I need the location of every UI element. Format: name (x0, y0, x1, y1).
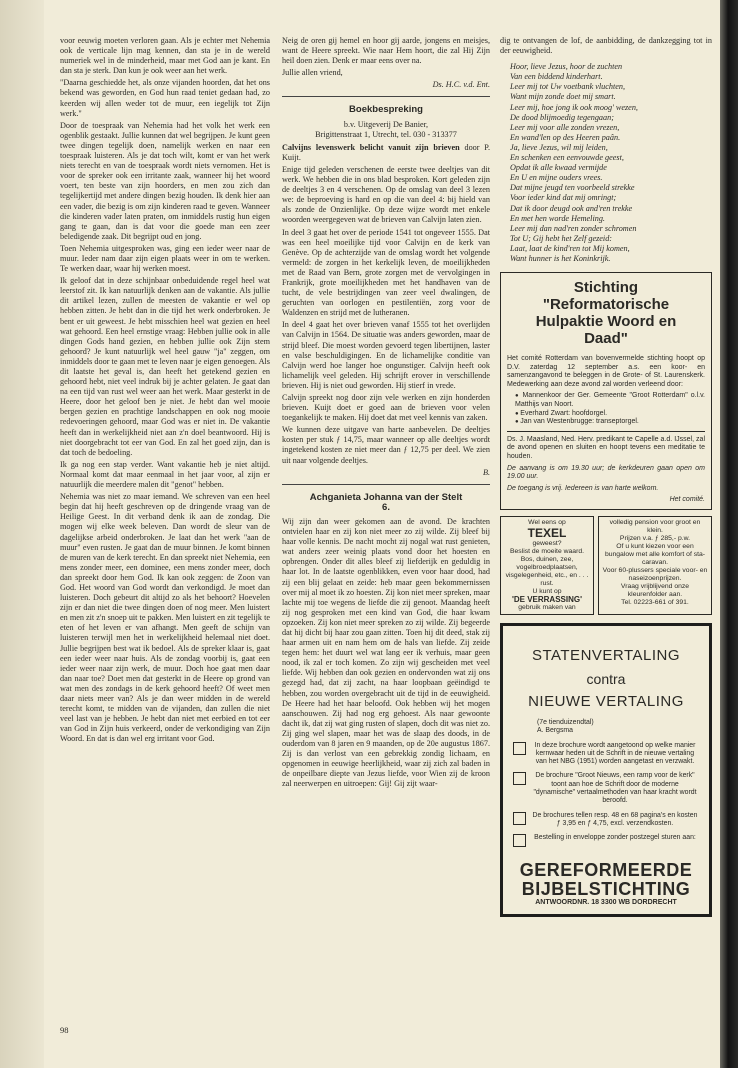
review-paragraph: In deel 3 gaat het over de periode 1541 tot ongeveer 1555. Dat was een heel moeilijke tijd voor Calvijn en de kerk van Genève. Op de achterzijde van de omslag wordt het volgende vermeld: de zorgen in het kerkelijk leven, de moeilijkheden met de Raad van Bern, grote zorgen met de vervolgingen in Frankrijk, grote moeilijkheden met het handhaven van de tucht, de vele bestrijdingen van zeer veel dwalingen, de geruchten van oorlogen en pestilentiën, zorg voor de Waldenzen en strijd met de lutheranen. (282, 227, 490, 318)
stichting-performers (507, 392, 705, 426)
poem-line: Laat, laat de kind'ren tot Mij komen, (510, 243, 630, 253)
ad-text: volledig pension voor groot en klein. (609, 518, 701, 534)
organization-name-2: BIJBELSTICHTING (521, 879, 691, 900)
column-2 (282, 36, 490, 1026)
stichting-intro: Het comité Rotterdam van bovenvermelde stichting hoopt op D.V. zaterdag 12 september a.s. een koor- en samenzangavond te beleggen in de Grote- of St. Laurenskerk. Medewerking aan deze avond zal worden verleend door: (507, 355, 705, 388)
checkbox-icon (513, 742, 526, 755)
poem-line: Leer mij tot Uw voetbank vluchten, (510, 82, 626, 92)
poem-line: Dat ik door deugd ook and'ren trekke (510, 203, 633, 213)
staten-item (513, 742, 699, 767)
obituary-part-number: 6. (382, 501, 390, 513)
poem-line: Leer mij dan nad'ren zonder schromen (510, 223, 637, 233)
checkbox-icon (513, 812, 526, 825)
ad-text: Vraag vrijblijvend onze kleurenfolder aan. (620, 582, 690, 598)
stichting-time-info: De aanvang is om 19.30 uur; de kerkdeuren gaan open om 19.00 uur. (507, 464, 705, 481)
staten-item-text: De brochures tellen resp. 48 en 68 pagina's en kosten ƒ 3,95 en ƒ 4,75, excl. verzendkosten. (532, 811, 698, 827)
stichting-title-line: Daad" (584, 330, 628, 348)
staten-item (513, 812, 699, 829)
col1-paragraph: Nehemia was niet zo maar iemand. We schreven van een heel begin dat hij heeft geschreven op de dringende vraag van de Heilige Geest. In dit verband denk ik aan de zondag. Die mogen wij elke week beleven. Dan wordt de sleur van de dagelijkse arbeid onderbroken. Je laat dan het werk "aan de muur" even rusten. Je gaat dan de muur binnen. Je komt binnen de muren van de kerk terecht. En dan spreekt niet Nehemia, een mens zonder meer, een dominee, een mens zonder meer, doch dan spreekt door hem God. Ik kan ook zeggen: de Zoon van God. Het woord van God wordt dan verkondigd. Je moet dan luisteren. Doch gebeurt dit altijd zo als het behoort? Hoevelen zijn er dan niet die twee dingen doen of nog meer. Men luistert en men zit z'n snoep uit te pakken. Men luistert en zit tegelijk te eten of het leven er van afhangt. Men geeft de schijn van luisteren terwijl men het in werkelijkheid helemaal niet doet. Jullie begrijpen best wat ik bedoel. Als de spreker klaar is, gaat een ieder weer naar huis. Als de zondag voorbij is, gaat een ieder weer naar zijn werk, de muur. Doch hoe gaat men daar dan naar toe? Doet men dat gesterkt in de Heere op grond van wat men des zondags in de kerk gehoord heeft? Of weet men daar niets meer van? Als je dan weer midden in de wereld terecht komt, te midden van de vijanden, dan zullen die niet veel last van je hebben. Je hebt dan niet met eerbied en tot eer van God in Zijn huis verkeerd, onder de verkondiging van Zijn Woord. En dat is dan wel erg irritant voor God. (60, 492, 270, 744)
col1-paragraph: Ik geloof dat in deze schijnbaar onbeduidende regel heel wat leerstof zit. Ik kan natuurlijk denken aan de vakantie. Als jullie dit artikel lezen, zullen de meesten de vakantie er wel op hebben zitten. Je hebt dan in die tijd het werk onderbroken. Je bent er uit geweest. Je hebt misschien heel wat gezien en heel wat gehoord. Een heel ernstige vraag: Hebben jullie ook in alle dingen Gods hand gezien, en hebben jullie ook Zijn stem gehoord? Je kunt natuurlijk wel heel gauw "ja" zeggen, om inmiddels door te gaan met te leven naar je eigen genoegen. Als dit laatste het geval is, dan heeft het getekend gezien en gehoord hebt, niet veel indruk bij je achter gelaten. Je gaat dan na een tijd van rust wel weer aan het werk. Maar gesterkt in de Heere, door het geloof ben je niet. Je hebt dan wel mooie bergen gezien en prachtige landschappen en ook nog mooie redevoeringen gehoord, maar God was er niet in. De vakantie heeft dan in werkelijkheid niet aan z'n doel beantwoord. Hij is niet doorgebracht tot eer van God. En zal het goed zijn, dan is dat toch de bedoeling. (60, 276, 270, 457)
review-initial: B. (482, 467, 490, 477)
checkbox-icon (513, 772, 526, 785)
ad-text: Beslist de moeite waard. Bos, duinen, zee, vogelbroedplaatsen, visgelegenheid, etc., en . . . rust. (505, 547, 589, 587)
list-item: ● Everhard Zwart: hoofdorgel. (515, 410, 705, 419)
staten-subtitle: NIEUWE VERTALING (528, 692, 684, 710)
statenvertaling-advertisement (500, 623, 712, 917)
staten-contra: contra (586, 670, 626, 687)
col1-paragraph: "Daarna geschiedde het, als onze vijanden hoorden, dat het ons bekend was geworden, en God hun raad teniet gedaan had, zo keerden wij allen weder tot de muur, een iegelijk tot Zijn werk." (60, 78, 270, 118)
ad-text: gebruik maken van (518, 603, 576, 611)
list-item: ● Jan van Westenbrugge: transeptorgel. (515, 418, 705, 427)
stichting-title-line: "Reformatorische (542, 296, 670, 314)
poem-line: En met hen worde Hemeling. (510, 213, 605, 223)
staten-item (513, 834, 699, 847)
review-lead (282, 143, 490, 163)
staten-item-text: De brochure "Groot Nieuws, een ramp voor de kerk" toont aan hoe de Schrift door de moderne "dynamische" vertaalmethoden van haar kracht wordt beroofd. (533, 772, 697, 805)
divider (282, 484, 490, 485)
col1-paragraph: Ik ga nog een stap verder. Want vakantie heb je niet altijd. Normaal komt dat maar eenmaal in het jaar voor, al zijn er natuurlijk die meerdere malen dit "genot" hebben. (60, 459, 270, 490)
poem-line: Hoor, lieve Jezus, hoor de zuchten (510, 62, 623, 72)
col1-paragraph: Door de toespraak van Nehemia had het volk het werk een ogenblik gestaakt. Jullie kunnen dat wel begrijpen. Je kunt geen twee dingen tegelijk doen, namelijk werken en naar een toespraak luisteren. Als je dat toch wilt, komt er van het werk niets terecht en van de toespraak wordt niets vernomen. Het is voor de spreker ook een irritante zaak, wanneer hij het woord voert, ten beste van zijn hoorders, en men zou zich dan tegelijkertijd met andere dingen bezig houden. Ik denk hier aan een vader, die bezig is om zijn kinderen raad te geven. Wanneer die kinderen vader laten praten, om inmiddels rustig hun eigen gang te gaan, dan is dat voor die goede man een zeer beledigende zaak. Dit begrijpt oud en jong. (60, 120, 270, 241)
review-publisher-address: Brigittenstraat 1, Utrecht, tel. 030 - 313377 (315, 129, 457, 139)
poem-line: Dat mijne jeugd ten voorbeeld strekke (510, 183, 635, 193)
ad-text: Voor 60-plussers speciale voor- en naseizoenprijzen. (602, 566, 708, 582)
poem-line: De dood blijmoedig tegengaan; (510, 112, 614, 122)
poem-line: En wand'len op des Heeren paân. (510, 132, 621, 142)
ad-text: Of u kunt kiezen voor een bungalow met alle komfort of sta-caravan. (604, 542, 706, 566)
staten-edition (537, 719, 699, 736)
poem-line: En schenken een eenvouwde geest, (510, 153, 624, 163)
ad-phone: Tel. 02223-661 of 391. (621, 598, 689, 606)
staten-author: A. Bergsma (537, 727, 573, 735)
col1-paragraph: voor eeuwig moeten verloren gaan. Als je echter met Nehemia ook de verticale lijn mag kennen, dan sta je in de wereld numeriek wel in de minderheid, maar met God aan je kant. En dan sta je sterk. Dan kun je ook weer aan het werk. (60, 36, 270, 76)
col2-intro: Neig de oren gij hemel en hoor gij aarde, jongens en meisjes, want de Heere spreekt. Wie naar Hem hoort, die zal Hij Zijn heil doen zien. Denk er maar eens over na. (282, 36, 490, 66)
review-paragraph: Calvijn spreekt nog door zijn vele werken en zijn honderden brieven. Kuijt doet er goed aan de brieven voor velen toegankelijk te maken. Hij doet dat met veel kennis van zaken. (282, 393, 490, 423)
review-title: Boekbespreking (349, 104, 423, 116)
texel-ad-left (500, 516, 594, 615)
review-paragraph: Enige tijd geleden verschenen de eerste twee deeltjes van dit werk. We hebben die in ons blad besproken. Kort geleden zijn de deeltjes 3 en 4 verschenen. Op de omslag van deel 3 lezen we: de beproeving is hard en op die van deel 4: bij hield van als zonde de Onzienlijke. Op deze wijze wordt met enkele woorden weergegeven wat de brieven van Calvijn laten zien. (282, 164, 490, 225)
review-lead-title: Calvijns levenswerk belicht vanuit zijn brieven (282, 142, 460, 152)
staten-item (513, 772, 699, 805)
column-3 (500, 36, 712, 1026)
poem-line: Leer mij, hoe jong ik ook moog' wezen, (510, 102, 638, 112)
column-1 (60, 36, 270, 1016)
ad-text: Wel eens op (528, 518, 566, 526)
staten-edition-line: (7e tienduizendtal) (537, 718, 594, 726)
stichting-announcement-box (500, 272, 712, 510)
stichting-extra: Ds. J. Maasland, Ned. Herv. predikant te Capelle a.d. IJssel, zal de avond openen en sluiten en hoopt tevens een meditatie te houden. (507, 435, 705, 460)
ad-brand: 'DE VERRASSING' (511, 594, 583, 604)
page-number: 98 (60, 1025, 69, 1035)
checkbox-icon (513, 834, 526, 847)
poem-line: Opdat ik alle kwaad vermijde (510, 163, 607, 173)
poem-line: Want mijn zonde doet mij smart. (510, 92, 616, 102)
divider (282, 96, 490, 97)
poem (510, 62, 712, 264)
author-signature: Ds. H.C. v.d. Ent. (432, 80, 490, 90)
poem-line: Voor ieder kind dat mij omringt; (510, 193, 617, 203)
list-item: ● Mannenkoor der Ger. Gemeente "Groot Rotterdam" o.l.v. Matthijs van Noort. (515, 392, 705, 409)
poem-line: Leer mij voor alle zonden vrezen, (510, 122, 620, 132)
texel-advertisement (500, 516, 712, 615)
staten-item-text: Bestelling in enveloppe zonder postzegel sturen aan: (534, 834, 696, 842)
divider (507, 431, 705, 432)
obituary-title: Achganieta Johanna van der Stelt (309, 491, 463, 503)
obituary-text: Wij zijn dan weer gekomen aan de avond. De krachten ontvielen haar en zij kon niet meer zo zij wilde. Zij bleef bij haar volle kennis. De nacht mocht zij nogal wat rust genieten, wat anders zeer weinig plaats vond door het hoesten en opbrengen. Onder dit alles bleef zij liefderijk en geduldig in haar lot. In de laatste ogenblikken, even voor haar dood, had zij een blij gelaat en zeide: heb maar geen bekommernissen over mij al moet ik zo hoesten. Zij kon niet meer spreken, maar lachte mij toe wegens de liefde die zij genoot. Maandag heeft zij nog gesproken met een kind van God, die haar kwam opzoeken. Zij kon niet meer spreken zo zij wilde. Zij begeerde dat hij dicht bij haar zou gaan zitten. Toen hij dit deed, stak zij haar armen uit en nam hem om de hals van liefde. Zij zeide tegen hem: het duurt wel wat lang eer ik verhuis, maar geen nood, ik zal er toch komen. Zo zijn wij gescheiden met veel liefde. Wij hebben dan ook gezien en ondervonden wat zij ons gezegd had, dat zij zacht, na haar loopbaan geëindigd te hebben, zou worden overgebracht uit de tijd in de eeuwigheid. De Heere had het haar beloofd. Ook hebben wij het mogen aanschouwen. Zij had nog erg gehoest. Als naar gewoonte dacht ik, dat zij wat ging rusten of slapen, doch dit was niet zo. Zij ging wel slapen, maar het was de slaap des doods, in de ouderdom van 8 jaren en 9 maanden, op de 20e augustus 1867. Zij is dan verlost van een gebrekkig zondig lichaam, en opgenomen in eeuwige heerlijkheid, waar zij zich zal baden in de onpeilbare diepte van Jezus liefde, voor Wien zij de kroon zal neerwerpen en uitroepen: Gij! Gij zijt waar- (282, 516, 490, 789)
poem-line: Ja, lieve Jezus, wil mij leiden, (510, 142, 608, 152)
ad-text: U kunt op (532, 587, 562, 595)
stichting-title-line: Hulpaktie Woord en (535, 313, 677, 331)
review-lead-author: door P. Kuijt. (282, 142, 490, 162)
stichting-access-info: De toegang is vrij. Iedereen is van harte welkom. (507, 484, 659, 492)
poem-line: Want hunner is het Koninkrijk. (510, 253, 611, 263)
organization-name: GEREFORMEERDE (519, 860, 693, 881)
poem-line: En U en mijne ouders vrees. (510, 173, 603, 183)
page-gutter (0, 0, 44, 1068)
review-paragraph: In deel 4 gaat het over brieven vanaf 1555 tot het overlijden van Calvijn in 1564. De situatie was anders geworden, maar de strijd bleef. Die moest worden gevoerd tegen libertijnen, laster en valse beschuldigingen. En de lichamelijke conditie van Calvijn werd hoe langer hoe ongunstiger. Calvijn heeft ook lichamelijk veel geleden. Hij schrijft erover in verschillende brieven. Hij is niet oud geworden. Hij stierf in vrede. (282, 320, 490, 390)
ad-price: Prijzen v.a. ƒ 285,- p.w. (619, 534, 691, 542)
texel-ad-right (598, 516, 712, 615)
stichting-signature: Het comité. (669, 496, 705, 504)
col3-intro: dig te ontvangen de lof, de aanbidding, de dankzegging tot in der eeuwigheid. (500, 36, 712, 56)
col1-paragraph: Toen Nehemia uitgesproken was, ging een ieder weer naar de muur. Ieder nam daar zijn eigen plaats weer in om te werken. Te werken daar, waar hij werken moest. (60, 243, 270, 274)
stichting-title-line: Stichting (573, 279, 639, 297)
staten-item-text: In deze brochure wordt aangetoond op welke manier kernwaar heden uit de Schrift in de nieuwe vertaling van het NBG (1951) worden aangetast en verzwakt. (534, 741, 696, 766)
poem-line: Van een biddend kinderhart. (510, 72, 603, 82)
review-paragraph: We kunnen deze uitgave van harte aanbevelen. De deeltjes kosten per stuk ƒ 14,75, maar wanneer op alle deeltjes wordt ingetekend kosten ze niet meer dan ƒ 12,75 per deel. We zien uit naar volgende deeltjes. (282, 425, 490, 465)
poem-line: Tot U; Gij hebt het Zelf gezeid: (510, 233, 613, 243)
ad-headline: TEXEL (527, 525, 567, 540)
binding-edge (720, 0, 738, 1068)
ad-text: geweest? (532, 539, 562, 547)
staten-title: STATENVERTALING (531, 646, 681, 664)
stichting-title (507, 279, 705, 347)
review-publisher: b.v. Uitgeverij De Banier, (343, 119, 429, 129)
organization-address: ANTWOORDNR. 18 3300 WB DORDRECHT (535, 899, 677, 907)
col2-closing: Jullie allen vriend, (282, 68, 343, 78)
